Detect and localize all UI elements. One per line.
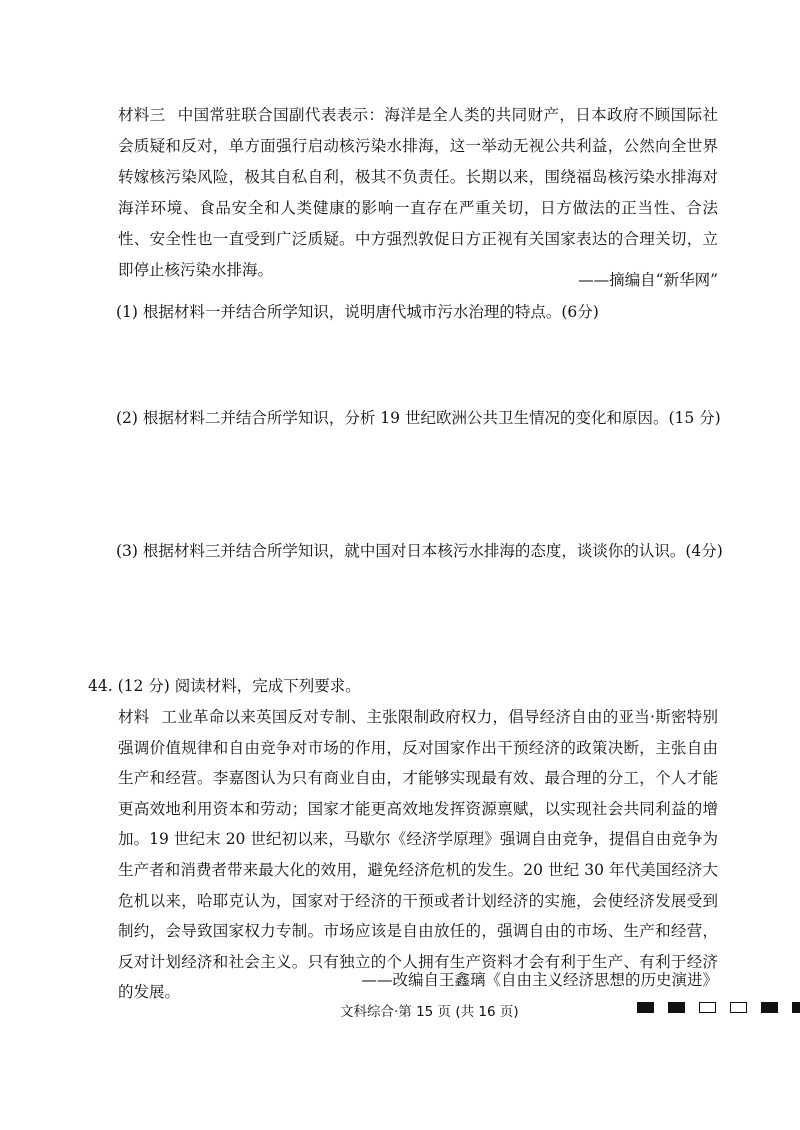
material-three-text: 中国常驻联合国副代表表示：海洋是全人类的共同财产，日本政府不顾国际社会质疑和反对，单方面强行启动核污染水排海，这一举动无视公共利益，公然向全世界转嫁核污染风险，极其自私自利，极其不负责任。长期以来，围绕福岛核污染水排海对海洋环境、食品安全和人类健康的影响一直存在严重关切，日方做法的正当性、合法性、安全性也一直受到广泛质疑。中方强烈敦促日方正视有关国家表达的合理关切，立即停止核污染水排海。 xyxy=(118,106,718,279)
material-three xyxy=(118,100,718,286)
question-44-material-label: 材料 xyxy=(118,708,150,726)
filled-square-icon xyxy=(668,1002,685,1013)
question-1: (1) 根据材料一并结合所学知识，说明唐代城市污水治理的特点。(6分) xyxy=(116,303,599,321)
question-44-header: 44. (12 分) 阅读材料，完成下列要求。 xyxy=(88,677,361,695)
page-number: 文科综合·第 15 页 (共 16 页) xyxy=(340,1004,519,1020)
question-44-material-text: 工业革命以来英国反对专制、主张限制政府权力，倡导经济自由的亚当·斯密特别强调价值规律和自由竞争对市场的作用，反对国家作出干预经济的政策决断，主张自由生产和经营。李嘉图认为只有商业自由，才能够实现最有效、最合理的分工，个人才能更高效地利用资本和劳动；国家才能更高效地发挥资源禀赋，以实现社会共同利益的增加。19 世纪末 20 世纪初以来，马歇尔《经济学原理》强调自由竞争，提倡自由竞争为生产者和消费者带来最大化的效用，避免经济危机的发生。20 世纪 30 年代美国经济大危机以来，哈耶克认为，国家对于经济的干预或者计划经济的实施，会使经济发展受到制约，会导致国家权力专制。市场应该是自由放任的，强调自由的市场、生产和经营，反对计划经济和社会主义。只有独立的个人拥有生产资料才会有利于生产、有利于经济的发展。 xyxy=(118,708,718,1002)
material-three-label: 材料三 xyxy=(118,106,166,124)
page-marks xyxy=(637,1002,800,1013)
page-footer xyxy=(0,996,800,1020)
filled-square-icon xyxy=(792,1002,800,1013)
filled-square-icon xyxy=(637,1002,654,1013)
question-2: (2) 根据材料二并结合所学知识，分析 19 世纪欧洲公共卫生情况的变化和原因。(15 分) xyxy=(116,409,721,427)
filled-square-icon xyxy=(761,1002,778,1013)
question-44-material xyxy=(118,702,718,1008)
empty-square-icon xyxy=(730,1002,747,1013)
question-3: (3) 根据材料三并结合所学知识，就中国对日本核污水排海的态度，谈谈你的认识。(4分) xyxy=(116,542,723,560)
empty-square-icon xyxy=(699,1002,716,1013)
material-three-source: ——摘编自“新华网” xyxy=(578,271,718,289)
question-44-source: ——改编自王鑫璃《自由主义经济思想的历史演进》 xyxy=(361,971,718,989)
